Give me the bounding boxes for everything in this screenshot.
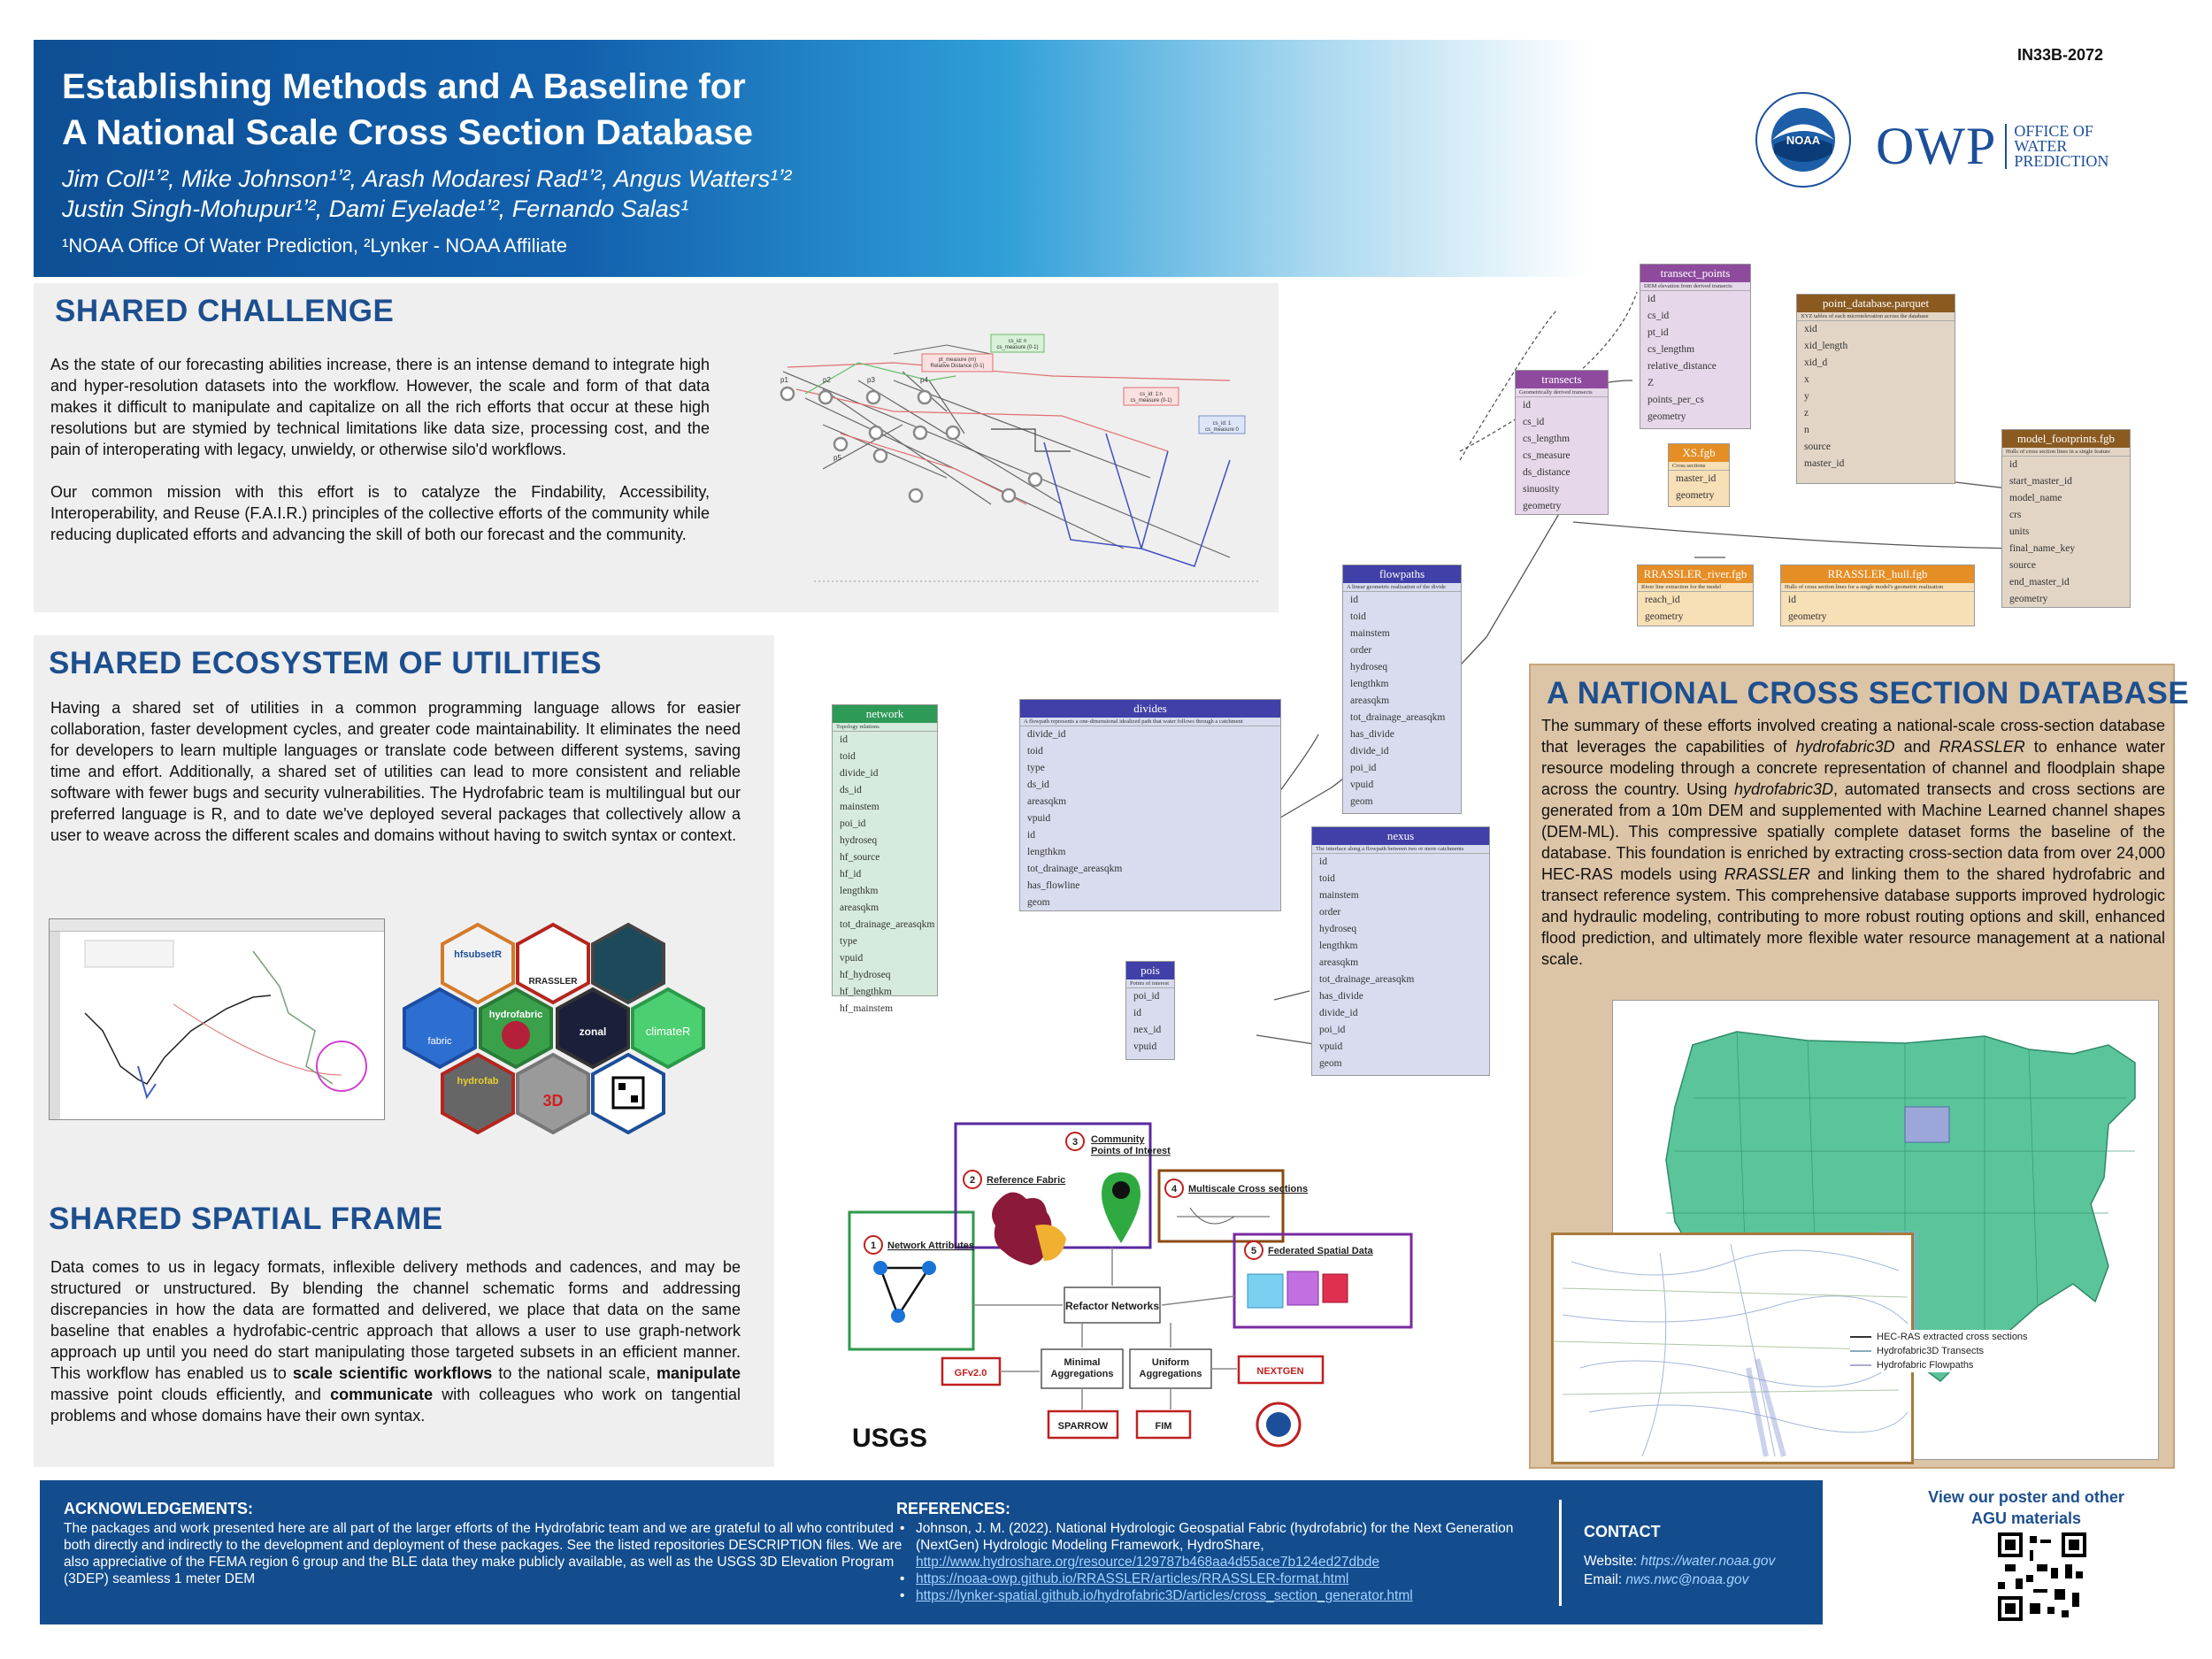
spatial-paragraph (50, 1256, 741, 1426)
schema-field: end_master_id (2009, 577, 2070, 588)
qr-label (1920, 1486, 2132, 1529)
schema-field: id (1523, 400, 1531, 411)
schema-field: cs_lengthm (1523, 434, 1571, 444)
schema-title: model_footprints.fgb (2002, 430, 2130, 448)
schema-field: divide_id (1319, 1008, 1358, 1018)
legend-item-hecras (1850, 1330, 2045, 1344)
spatial-bold-3: communicate (330, 1386, 434, 1403)
schema-field: areasqkm (840, 902, 879, 913)
website-label: Website: (1584, 1554, 1641, 1569)
owp-subtitle (2005, 121, 2109, 170)
diagram-p3: p3 (867, 376, 875, 384)
schema-field: tot_drainage_areasqkm (1350, 712, 1446, 723)
schema-title: RRASSLER_river.fgb (1638, 565, 1753, 583)
database-title: A NATIONAL CROSS SECTION DATABASE (1547, 676, 2190, 710)
schema-field: geometry (1647, 411, 1686, 422)
schema-field: id (1133, 1008, 1141, 1018)
schema-desc: Cross sections (1669, 462, 1729, 471)
usgs-logo: USGS (852, 1424, 928, 1453)
schema-field: model_name (2009, 493, 2062, 503)
db-text-1: and (1894, 738, 1939, 756)
schema-field: poi_id (1133, 991, 1160, 1002)
spatial-text-3: massive point clouds efficiently, and (50, 1386, 331, 1403)
poster-title (62, 64, 947, 156)
step-1-number: 1 (870, 1240, 877, 1251)
title-line-2: A National Scale Cross Section Database (62, 113, 754, 152)
schema-field: geometry (1788, 611, 1827, 622)
qr-code[interactable] (1998, 1532, 2086, 1621)
affiliations: ¹NOAA Office Of Water Prediction, ²Lynker - NOAA Affiliate (62, 234, 567, 257)
schema-field: has_flowline (1027, 880, 1080, 891)
schema-desc: XYZ tables of each microtelevation across the database (1797, 312, 1955, 321)
step-5-number: 5 (1250, 1246, 1257, 1256)
schema-desc: Topology relations (833, 723, 937, 732)
ref-title: REFERENCES: (896, 1500, 1011, 1517)
authors (62, 164, 947, 224)
schema-field: z (1804, 408, 1809, 419)
schema-field: points_per_cs (1647, 395, 1704, 405)
schema-field: divide_id (1350, 746, 1389, 757)
schema-field: has_divide (1350, 729, 1394, 740)
db-italic-2: RRASSLER (1939, 738, 2025, 756)
contact-title: CONTACT (1584, 1523, 1661, 1540)
database-text (1541, 715, 2165, 970)
spatial-text-4: with colleagues who work on tangential problems and whose domains have their own syntax. (50, 1386, 741, 1425)
title-line-1: Establishing Methods and A Baseline for (62, 67, 746, 106)
diagram-label-cs-n: cs_id: n cs_measure (0-1) (996, 339, 1039, 351)
hex-label-hfsubsetr: hfsubsetR (454, 949, 502, 960)
schema-field: final_name_key (2009, 543, 2076, 554)
schema-field: type (840, 936, 857, 947)
schema-field: lengthkm (1027, 847, 1066, 857)
schema-field: geom (1319, 1058, 1342, 1069)
ecosystem-paragraph: Having a shared set of utilities in a common programming language allows for easier collaboration, faster development cycles, and greater code maintainability. It eliminates the need for developers to learn multiple languages or translate code between different systems, saving time and effort. Additionally, a shared set of utilities can lead to more consistent and reliable software with fewer bugs and security vulnerabilities. The Hydrofabric team is multilingual but our preferred language is R, and to date we've deployed several packages that collectively allow a user to weave across the different scales and domains without having to switch syntax or context. (50, 699, 741, 844)
schema-desc: DEM elevation from derived transects (1640, 282, 1750, 291)
step-2-label: Reference Fabric (987, 1175, 1066, 1186)
schema-field: order (1350, 645, 1372, 656)
step-4-number: 4 (1171, 1184, 1178, 1194)
schema-field: vpuid (1350, 780, 1374, 790)
package-hex-logos (403, 920, 712, 1181)
schema-field: crs (2009, 510, 2022, 520)
schema-field: ds_distance (1523, 467, 1571, 478)
schema-field: divide_id (840, 768, 879, 779)
diagram-label-cs-1: cs_id: 1 cs_measure 0 (1205, 421, 1239, 434)
schema-field: toid (1319, 873, 1335, 884)
schema-field: toid (840, 751, 856, 762)
schema-field: vpuid (840, 953, 864, 964)
diagram-label-pt-measure: pt_measure (m) Relative Distance (0-1) (930, 357, 985, 370)
schema-field: geometry (1523, 501, 1562, 511)
schema-field: hf_hydroseq (840, 970, 891, 980)
noaa-logo (1755, 91, 1852, 188)
diagram-p1: p1 (780, 376, 788, 384)
schema-field: tot_drainage_areasqkm (1027, 864, 1123, 874)
schema-desc: Geometrically derived transects (1516, 388, 1608, 397)
schema-field: hydroseq (840, 835, 878, 846)
schema-field: id (1350, 595, 1358, 605)
schema-field: order (1319, 907, 1341, 918)
schema-field: tot_drainage_areasqkm (840, 919, 935, 930)
schema-field: cs_id (1647, 311, 1670, 321)
hex-waves (593, 925, 664, 1002)
schema-field: lengthkm (1319, 941, 1358, 951)
owp-sub-1: OFFICE OF (2014, 121, 2093, 140)
schema-rrassler-hull (1780, 565, 1975, 626)
schema-field: hf_source (840, 852, 880, 863)
schema-field: geometry (1676, 490, 1715, 501)
schema-field: hf_id (840, 869, 862, 879)
contact-divider (1559, 1500, 1562, 1606)
schema-field: geom (1027, 897, 1050, 908)
schema-field: ds_id (840, 785, 862, 795)
legend-item-transects (1850, 1344, 2045, 1358)
schema-flowpaths (1342, 565, 1462, 814)
schema-field: y (1804, 391, 1809, 402)
schema-desc: A linear geometric realization of the divide (1343, 583, 1461, 592)
map-legend (1850, 1330, 2045, 1372)
legend-item-flowpaths (1850, 1358, 2045, 1372)
schema-field: nex_id (1133, 1025, 1162, 1035)
schema-field: vpuid (1133, 1041, 1157, 1052)
schema-field: geometry (2009, 594, 2048, 604)
diagram-p4: p4 (920, 376, 928, 384)
db-text-3: , automated transects and cross sections are generated from a 10m DEM and supplemented with Machine Learned channel shapes (DEM-ML). This compressive spatially complete dataset forms the baseline of the database. This foundation is enriched by extracting cross-section data from over 24,000 HEC-RAS models using (1541, 780, 2165, 883)
schema-field: start_master_id (2009, 476, 2072, 487)
schema-desc: Hulls of cross section lines for a single model's geometric realization (1781, 583, 1974, 592)
schema-network (832, 704, 938, 1014)
hex-rrassler (518, 925, 588, 1002)
hydrofabric-workflow-diagram (845, 1119, 1420, 1455)
schema-field: poi_id (1319, 1025, 1346, 1035)
schema-field: toid (1350, 611, 1366, 622)
schema-field: mainstem (840, 802, 879, 812)
schema-field: sinuosity (1523, 484, 1560, 495)
schema-field: relative_distance (1647, 361, 1717, 372)
uniform-aggregations-box: Uniform Aggregations (1139, 1357, 1202, 1380)
database-paragraph (1541, 715, 2165, 970)
app-screenshot (49, 918, 385, 1120)
schema-field: id (2009, 459, 2017, 470)
schema-title: flowpaths (1343, 565, 1461, 583)
schema-field: areasqkm (1319, 957, 1359, 968)
schema-field: hydroseq (1319, 924, 1357, 934)
schema-field: ds_id (1027, 780, 1049, 790)
legend-label-flowpaths: Hydrofabric Flowpaths (1877, 1360, 1974, 1371)
schema-field: id (1027, 830, 1035, 841)
schema-field: x (1804, 374, 1809, 385)
schema-field: lengthkm (840, 886, 879, 896)
challenge-paragraph-1: As the state of our forecasting abilities increase, there is an intense demand to integrate high and hyper-resolution datasets into the workflow. However, the scale and form of that data makes it difficult to manipulate and capitalize on all the rich efforts that occur at these high resolutions but are stymied by technical limitations like data size, processing cost, and the pain of interoperating with legacy, unwieldy, or otherwise silo'd workflows. (50, 356, 710, 458)
schema-model-footprints (2001, 429, 2131, 608)
schema-field: hf_lengthkm (840, 987, 892, 997)
authors-line-2: Justin Singh-Mohupur¹ʼ², Dami Eyelade¹ʼ², Fernando Salas¹ (62, 196, 689, 222)
hex-label-hydrofab: hydrofab (457, 1076, 499, 1087)
db-text-4: and linking them to the shared hydrofabric and transect reference system. This comprehensive database supports improved hydrologic and hydraulic modeling, contributing to more robust routing options and skill, enhanced flood prediction, and ultimately more flexible water resource management at a national scale. (1541, 865, 2165, 968)
authors-line-1: Jim Coll¹ʼ², Mike Johnson¹ʼ², Arash Modaresi Rad¹ʼ², Angus Watters¹ʼ² (62, 165, 792, 192)
reference-2 (896, 1571, 1542, 1587)
spatial-bold-2: manipulate (656, 1364, 741, 1382)
schema-field: hf_mainstem (840, 1003, 894, 1014)
nextgen-box: NEXTGEN (1256, 1366, 1304, 1377)
schema-point-database (1796, 294, 1955, 484)
references-list (896, 1520, 1542, 1604)
db-text-0: The summary of these efforts involved creating a national-scale cross-section database that leverages the capabilities of (1541, 717, 2165, 756)
email-link[interactable]: nws.nwc@noaa.gov (1625, 1572, 1749, 1587)
schema-title: divides (1020, 700, 1280, 718)
hex-label-rrassler: RRASSLER (528, 977, 578, 987)
schema-field: id (1319, 856, 1327, 867)
schema-field: lengthkm (1350, 679, 1389, 689)
schema-field: poi_id (1350, 763, 1377, 773)
schema-transects (1515, 370, 1609, 515)
schema-field: poi_id (840, 818, 866, 829)
qr-label-line-1: View our poster and other (1928, 1488, 2124, 1506)
challenge-text (50, 354, 710, 545)
schema-pois (1125, 961, 1175, 1060)
schema-field: pt_id (1647, 327, 1669, 338)
website-link[interactable]: https://water.noaa.gov (1640, 1554, 1776, 1569)
db-italic-4: RRASSLER (1724, 865, 1810, 883)
spatial-text-1: Data comes to us in legacy formats, inflexible delivery methods and cadences, and may be structured or unstructured. By blending the channel schematic forms and addressing discrepancies in how the data are formatted and delivered, we place that data on the same baseline that enables a hydrofabic-centric approach that allows a user to use graph-network approach up until you need do start manipulating those targeted subsets in an efficient manner. This workflow has enabled us to (50, 1258, 741, 1382)
schema-field: divide_id (1027, 729, 1066, 740)
diagram-label-cs-1n: cs_id: 1:n cs_measure (0-1) (1130, 392, 1172, 404)
schema-desc: A flowpath represents a one-dimensional idealized path that water follows through a catchment (1020, 718, 1280, 726)
poster-id: IN33B-2072 (2017, 46, 2104, 64)
gfv2-box: GFv2.0 (954, 1368, 987, 1379)
schema-field: source (1804, 442, 1832, 452)
ack-title: ACKNOWLEDGEMENTS: (64, 1500, 253, 1517)
diagram-p5: p5 (833, 454, 841, 462)
contact-email (1584, 1571, 1748, 1588)
email-label: Email: (1584, 1572, 1626, 1587)
schema-field: xid (1804, 324, 1817, 334)
schema-desc: Points of interest (1126, 979, 1174, 988)
reference-1-text: Johnson, J. M. (2022). National Hydrologic Geospatial Fabric (hydrofabric) for the Next Generation (NextGen) Hydrologic Modeling Framework, HydroShare, (916, 1521, 1514, 1553)
schema-title: transects (1516, 371, 1608, 388)
schema-desc: River line extraction for the model (1638, 583, 1753, 592)
spatial-text-2: to the national scale, (492, 1364, 657, 1382)
minimal-aggregations-box: Minimal Aggregations (1050, 1357, 1114, 1380)
schema-field: geom (1350, 796, 1373, 807)
db-italic-3: hydrofabric3D (1733, 780, 1834, 798)
owp-wordmark: OWP (1876, 116, 1997, 175)
schema-title: transect_points (1640, 265, 1750, 282)
schema-field: n (1804, 425, 1809, 435)
schema-field: type (1027, 763, 1045, 773)
hex-label-fabric: fabric (427, 1036, 452, 1047)
contact-website (1584, 1553, 1775, 1570)
schema-field: Z (1647, 378, 1655, 388)
legend-label-transects: Hydrofabric3D Transects (1877, 1346, 1985, 1356)
qr-label-line-2: AGU materials (1970, 1509, 2082, 1527)
sparrow-box: SPARROW (1057, 1421, 1109, 1432)
schema-title: XS.fgb (1669, 444, 1729, 462)
owp-sub-2: WATER (2014, 136, 2068, 155)
db-italic-1: hydrofabric3D (1795, 738, 1895, 756)
spatial-title: SHARED SPATIAL FRAME (49, 1202, 443, 1236)
owp-logo (1876, 115, 2108, 177)
schema-field: cs_lengthm (1647, 344, 1695, 355)
hex-hydrofab (442, 1055, 513, 1133)
db-text-2: to enhance water resource modeling through a concrete representation of channel and floodplain shape across the country. Using (1541, 738, 2165, 798)
schema-desc: The interface along a flowpath between two or more catchments (1312, 845, 1489, 854)
schema-title: nexus (1312, 827, 1489, 845)
schema-field: mainstem (1350, 628, 1390, 639)
ecosystem-text (50, 697, 741, 846)
challenge-title: SHARED CHALLENGE (55, 294, 395, 328)
schema-desc: Hulls of cross section lines in a single feature (2002, 448, 2130, 457)
step-5-label: Federated Spatial Data (1268, 1246, 1373, 1256)
step-4-label: Multiscale Cross sections (1188, 1184, 1309, 1194)
diagram-p2: p2 (823, 376, 831, 384)
refactor-networks-box: Refactor Networks (1064, 1300, 1160, 1312)
schema-field: toid (1027, 746, 1043, 757)
reference-2-link[interactable]: https://noaa-owp.github.io/RRASSLER/articles/RRASSLER-format.html (916, 1571, 1349, 1586)
schema-rrassler-river (1637, 565, 1754, 626)
us-map-figure (1612, 1000, 2159, 1460)
schema-field: master_id (1804, 458, 1845, 469)
schema-field: geometry (1645, 611, 1684, 622)
reference-3 (896, 1587, 1542, 1604)
schema-field: xid_d (1804, 357, 1828, 368)
spatial-bold-1: scale scientific workflows (292, 1364, 493, 1382)
hex-label-hydrofabric: hydrofabric (488, 1010, 543, 1020)
hex-hfsubsetr (442, 925, 513, 1002)
schema-field: areasqkm (1350, 695, 1390, 706)
reference-1 (896, 1520, 1542, 1571)
hex-label-zonal: zonal (579, 1025, 607, 1038)
fim-box: FIM (1155, 1421, 1172, 1432)
schema-nexus (1311, 826, 1490, 1076)
schema-field: cs_measure (1523, 450, 1571, 461)
schema-field: mainstem (1319, 890, 1359, 901)
schema-divides (1019, 699, 1281, 911)
schema-title: network (833, 705, 937, 723)
step-3-number: 3 (1071, 1137, 1079, 1148)
schema-field: xid_length (1804, 341, 1848, 351)
legend-label-hecras: HEC-RAS extracted cross sections (1877, 1332, 2028, 1342)
schema-xs (1668, 443, 1730, 507)
footer-bar (40, 1480, 1823, 1624)
owp-sub-3: PREDICTION (2014, 151, 2109, 170)
schema-title: point_database.parquet (1797, 295, 1955, 312)
schema-title: pois (1126, 962, 1174, 979)
schema-field: units (2009, 526, 2030, 537)
hex-label-3d: 3D (542, 1092, 564, 1110)
ecosystem-title: SHARED ECOSYSTEM OF UTILITIES (49, 646, 603, 680)
schema-field: id (840, 734, 848, 745)
schema-title: RRASSLER_hull.fgb (1781, 565, 1974, 583)
schema-field: master_id (1676, 473, 1717, 484)
reference-3-link[interactable]: https://lynker-spatial.github.io/hydrofabric3D/articles/cross_section_generator.html (916, 1588, 1413, 1603)
schema-field: source (2009, 560, 2037, 571)
schema-field: id (1647, 294, 1655, 304)
schema-field: reach_id (1645, 595, 1680, 605)
schema-field: vpuid (1027, 813, 1051, 824)
spatial-text (50, 1256, 741, 1426)
schema-transect-points (1640, 264, 1751, 429)
schema-field: cs_id (1523, 417, 1545, 427)
schema-field: hydroseq (1350, 662, 1388, 672)
reference-1-link[interactable]: http://www.hydroshare.org/resource/129787b468aa4d55ace7b124ed27dbde (916, 1555, 1379, 1570)
step-1-label: Network Attributes (887, 1240, 974, 1251)
schema-field: has_divide (1319, 991, 1363, 1002)
ack-text: The packages and work presented here are all part of the larger efforts of the Hydrofabric team and we are grateful to all who contributed both directly and indirectly to the development and deployment of these packages. See the listed repositories DESCRIPTION files. We are also appreciative of the FEMA region 6 group and the BLE data they make publicly available, as well as the USGS 3D Elevation Program (3DEP) seamless 1 meter DEM (64, 1521, 902, 1586)
schema-field: areasqkm (1027, 796, 1067, 807)
challenge-paragraph-2: Our common mission with this effort is to catalyze the Findability, Accessibility, Interoperability, and Reuse (F.A.I.R.) principles of the collective efforts of the community while reducing duplicated efforts and advancing the skill of both our forecast and the community. (50, 483, 710, 543)
schema-field: id (1788, 595, 1796, 605)
noaa-wordmark: NOAA (1786, 134, 1821, 147)
schema-field: tot_drainage_areasqkm (1319, 974, 1415, 985)
schema-field: vpuid (1319, 1041, 1343, 1052)
step-3-label: Community Points of Interest (1091, 1134, 1171, 1157)
step-2-number: 2 (969, 1175, 976, 1186)
hex-label-climater: climateR (645, 1025, 691, 1038)
hex-fabric (404, 989, 475, 1067)
